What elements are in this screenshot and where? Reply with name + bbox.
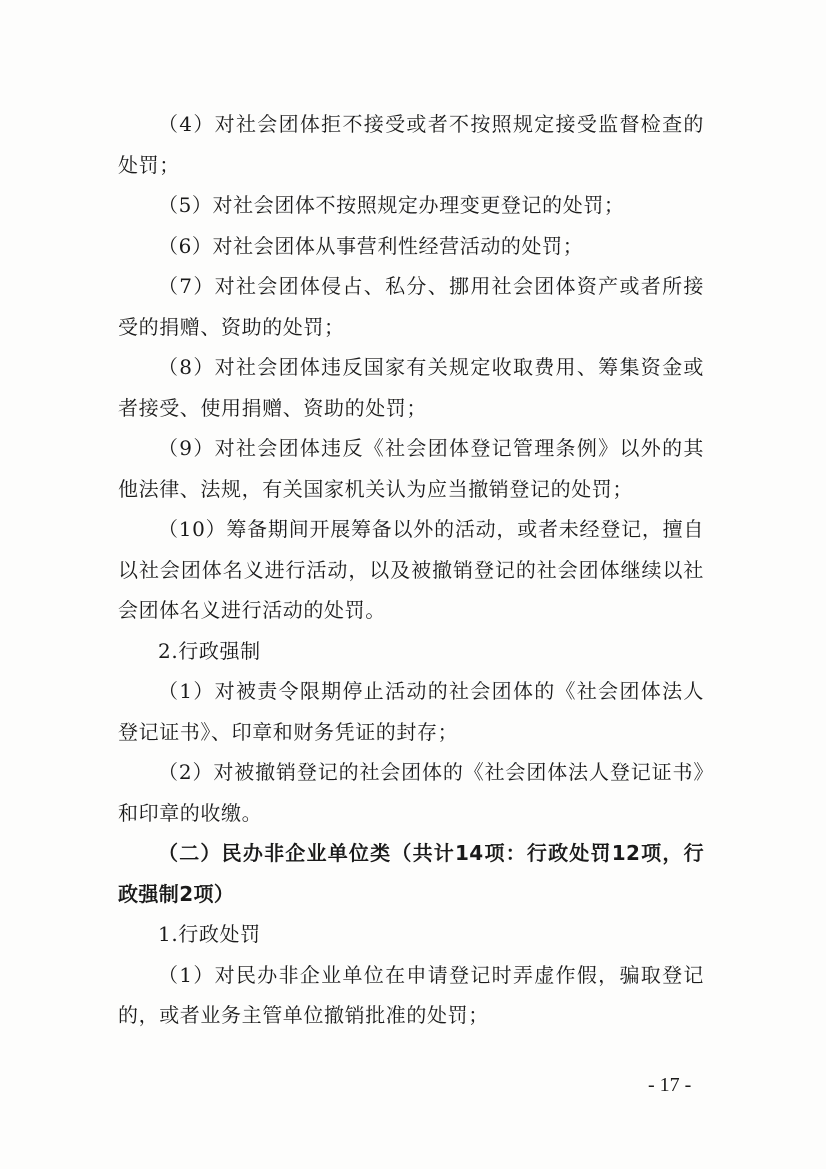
paragraph-item-6-penalty: （6）对社会团体从事营利性经营活动的处罚；	[158, 233, 584, 258]
paragraph-item-8-penalty: （8）对社会团体违反国家有关规定收取费用、筹集资金或者接受、使用捐赠、资助的处罚；	[118, 355, 704, 420]
paragraph-enforcement-2: （2）对被撤销登记的社会团体的《社会团体法人登记证书》和印章的收缴。	[118, 760, 704, 825]
page-number: - 17 -	[648, 1074, 692, 1096]
paragraph-item-4-penalty: （4）对社会团体拒不接受或者不按照规定接受监督检查的处罚；	[118, 112, 704, 177]
section-heading-private-non-enterprise: （二）民办非企业单位类（共计14项：行政处罚12项，行政强制2项）	[118, 841, 704, 906]
paragraph-penalty-1: （1）对民办非企业单位在申请登记时弄虚作假，骗取登记的，或者业务主管单位撤销批准的处罚；	[118, 962, 704, 1027]
paragraph-item-9-penalty: （9）对社会团体违反《社会团体登记管理条例》以外的其他法律、法规，有关国家机关认为应当撤销登记的处罚；	[118, 436, 704, 501]
document-body	[118, 104, 704, 1036]
paragraph-item-7-penalty: （7）对社会团体侵占、私分、挪用社会团体资产或者所接受的捐赠、资助的处罚；	[118, 274, 704, 339]
subheading-administrative-penalty: 1.行政处罚	[158, 922, 261, 946]
paragraph-item-10-penalty: （10）筹备期间开展筹备以外的活动，或者未经登记，擅自以社会团体名义进行活动，以及被撤销登记的社会团体继续以社会团体名义进行活动的处罚。	[118, 517, 704, 622]
paragraph-enforcement-1: （1）对被责令限期停止活动的社会团体的《社会团体法人登记证书》、印章和财务凭证的封存；	[118, 679, 704, 744]
subheading-administrative-enforcement: 2.行政强制	[158, 638, 261, 663]
paragraph-item-5-penalty: （5）对社会团体不按照规定办理变更登记的处罚；	[158, 193, 625, 217]
